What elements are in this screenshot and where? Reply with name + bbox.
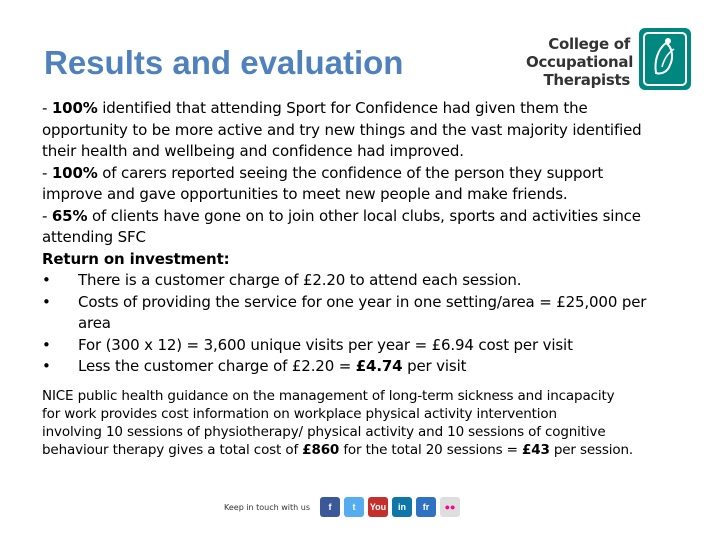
- result-text: of clients have gone on to join other local clubs, sports and activities since: [87, 206, 641, 225]
- footer-label: Keep in touch with us: [224, 502, 311, 512]
- roi-text: There is a customer charge of £2.20 to attend each session.: [78, 271, 522, 289]
- nice-line: [42, 441, 687, 459]
- twitter-icon[interactable]: t: [344, 497, 364, 517]
- facebook-icon[interactable]: f: [320, 497, 340, 517]
- bullet-icon: •: [42, 292, 51, 311]
- friendfeed-icon[interactable]: fr: [416, 497, 436, 517]
- dash: -: [42, 206, 52, 225]
- logo-line-2: Occupational: [526, 53, 634, 71]
- bullet-icon: •: [42, 335, 51, 354]
- social-footer: [224, 492, 460, 522]
- roi-bullet: [42, 356, 682, 378]
- flickr-icon[interactable]: ●●: [440, 497, 460, 517]
- linkedin-icon[interactable]: in: [392, 497, 412, 517]
- roi-bullet: [42, 335, 682, 357]
- per-session-cost-value: £43: [521, 442, 550, 458]
- roi-text-pre: Less the customer charge of £2.20 =: [78, 357, 356, 375]
- nice-text: for the total 20 sessions =: [339, 442, 522, 458]
- roi-text-post: per visit: [402, 357, 467, 375]
- result-text: identified that attending Sport for Confidence had given them the: [97, 99, 588, 117]
- college-logo-text: [526, 35, 634, 89]
- result-line: [42, 206, 682, 228]
- dash: -: [42, 99, 52, 117]
- stat-value: 100%: [51, 99, 98, 117]
- roi-text: For (300 x 12) = 3,600 unique visits per year = £6.94 cost per visit: [78, 335, 573, 354]
- page-title: Results and evaluation: [44, 44, 404, 81]
- net-cost-value: £4.74: [355, 357, 403, 375]
- college-crest-icon: [638, 27, 692, 91]
- nice-text: behaviour therapy gives a total cost of: [42, 442, 303, 458]
- nice-text: per session.: [549, 442, 634, 458]
- result-line: improve and gave opportunities to meet new people and make friends.: [42, 185, 568, 203]
- bullet-icon: •: [42, 357, 51, 375]
- nice-guidance-paragraph: [42, 387, 687, 459]
- bullet-icon: •: [42, 271, 51, 289]
- roi-text: [78, 356, 682, 378]
- dash: -: [42, 163, 52, 182]
- logo-line-3: Therapists: [543, 71, 630, 89]
- stat-value: 100%: [51, 163, 98, 182]
- total-cost-value: £860: [302, 442, 340, 458]
- roi-heading: Return on investment:: [42, 249, 230, 268]
- roi-bullet: [42, 270, 682, 292]
- nice-line: involving 10 sessions of physiotherapy/ physical activity and 10 sessions of cognitive: [42, 424, 606, 440]
- result-text: of carers reported seeing the confidence of the person they support: [97, 163, 604, 182]
- youtube-icon[interactable]: You: [368, 497, 388, 517]
- result-line: [42, 98, 682, 120]
- stat-value: 65%: [51, 206, 88, 225]
- results-text: [42, 98, 682, 378]
- roi-text: Costs of providing the service for one year in one setting/area = £25,000 per area: [78, 292, 647, 332]
- result-line: opportunity to be more active and try new things and the vast majority identified: [42, 120, 642, 139]
- nice-line: for work provides cost information on workplace physical activity intervention: [42, 406, 557, 422]
- logo-line-1: College of: [548, 35, 630, 53]
- roi-bullet: [42, 292, 682, 335]
- result-line: attending SFC: [42, 228, 146, 246]
- result-line: [42, 163, 682, 185]
- nice-line: NICE public health guidance on the management of long-term sickness and incapacity: [42, 388, 615, 404]
- result-line: their health and wellbeing and confidence had improved.: [42, 142, 464, 160]
